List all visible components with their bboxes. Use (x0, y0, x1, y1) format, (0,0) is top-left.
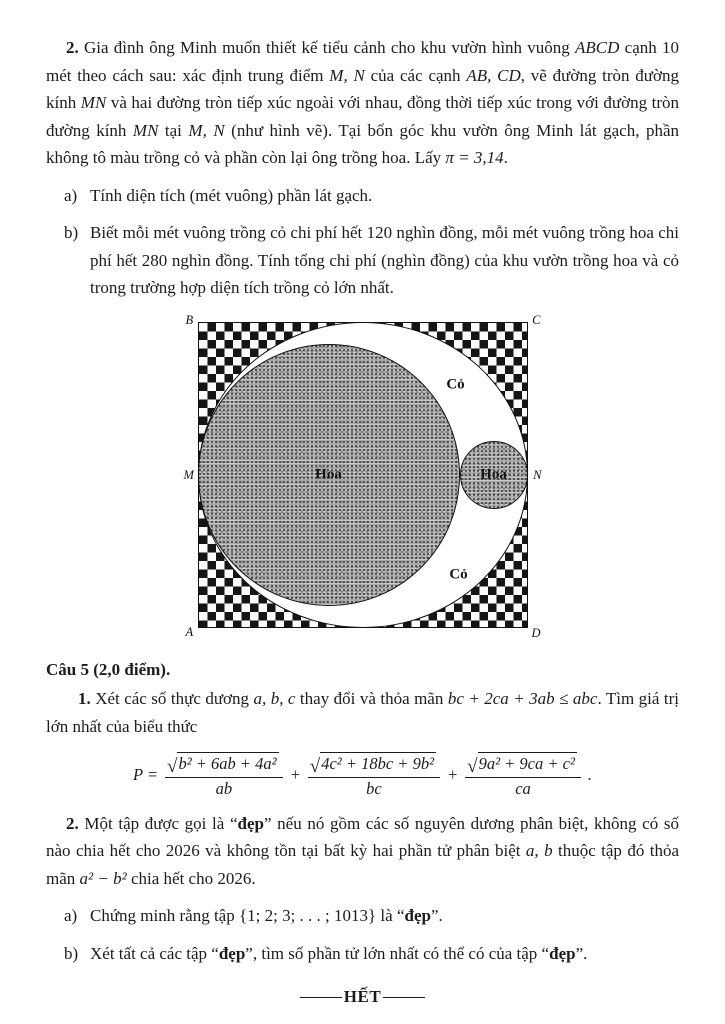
cau5-item-a (64, 902, 679, 930)
fraction-numerator (165, 752, 283, 778)
item-text: Chứng minh rằng tập {1; 2; 3; . . . ; 1013} là “đẹp”. (90, 906, 443, 926)
end-dash-right (383, 997, 425, 998)
flower-label-small: Hoa (480, 466, 507, 483)
formula-fraction-2 (308, 752, 440, 799)
vertex-label-C: C (532, 312, 541, 327)
end-marker (46, 983, 679, 1011)
cau5-item-b (64, 940, 679, 968)
cau5-part1-paragraph: 1. Xét các số thực dương a, b, c thay đổi và thỏa mãn bc + 2ca + 3ab ≤ abc. Tìm giá trị lớn nhất của biểu thức (46, 689, 680, 736)
grass-label-top: Cỏ (446, 376, 465, 393)
fraction-denominator: ab (215, 779, 233, 798)
sqrt-icon: √ (467, 755, 478, 777)
item-text: Xét tất cả các tập “đẹp”, tìm số phần tử lớn nhất có thể có của tập “đẹp”. (90, 943, 588, 963)
formula-fraction-3 (465, 752, 581, 799)
formula-lhs: P = (132, 764, 159, 784)
end-dash-left (300, 997, 342, 998)
problem2-item-b (64, 219, 679, 302)
item-label: a) (64, 185, 78, 205)
fraction-numerator (308, 752, 440, 778)
fraction-denominator: bc (366, 779, 382, 798)
item-label: b) (64, 943, 79, 963)
item-label: a) (64, 906, 78, 926)
item-label: b) (64, 223, 79, 243)
formula-P (46, 752, 679, 799)
midpoint-label-N: N (533, 467, 542, 482)
garden-figure (182, 312, 544, 642)
problem2-paragraph: 2. Gia đình ông Minh muốn thiết kế tiểu cảnh cho khu vườn hình vuông ABCD cạnh 10 mét theo cách sau: xác định trung điểm M, N của các cạnh AB, CD, vẽ đường tròn đường kính MN và hai đường tròn tiếp xúc ngoài với nhau, đồng thời tiếp xúc trong với đường tròn đường kính MN tại M, N (như hình vẽ). Tại bốn góc khu vườn ông Minh lát gạch, phần không tô màu trồng cỏ và phần còn lại ông trồng hoa. Lấy π = 3,14. (46, 38, 680, 168)
plus-operator: + (447, 764, 459, 784)
formula-period: . (587, 764, 593, 784)
end-text: HẾT (343, 987, 382, 1007)
sqrt-icon: √ (167, 755, 178, 777)
cau5-heading: Câu 5 (2,0 điểm). (46, 659, 171, 679)
plus-operator: + (289, 764, 301, 784)
fraction-numerator (465, 752, 581, 778)
item-text: Biết mỗi mét vuông trồng cỏ chi phí hết 120 nghìn đồng, mỗi mét vuông trồng hoa chi phí hết 280 nghìn đồng. Tính tổng chi phí (nghìn đồng) của khu vườn trồng hoa và cỏ trong trường hợp diện tích trồng cỏ lớn nhất. (90, 223, 679, 298)
vertex-label-D: D (531, 626, 541, 641)
vertex-label-B: B (185, 312, 194, 327)
sqrt-icon: √ (309, 755, 321, 777)
tiled-square (198, 322, 528, 628)
radicand: 4c² + 18bc + 9b² (321, 754, 435, 774)
radicand: 9a² + 9ca + c² (478, 754, 575, 774)
midpoint-label-M: M (183, 467, 194, 482)
vertex-label-A: A (185, 625, 194, 640)
item-text: Tính diện tích (mét vuông) phần lát gạch. (90, 185, 373, 205)
grass-label-bottom: Cỏ (449, 566, 468, 583)
radicand: b² + 6ab + 4a² (178, 754, 277, 774)
cau5-part2-paragraph: 2. Một tập được gọi là “đẹp” nếu nó gồm các số nguyên dương phân biệt, không có số nào chia hết cho 2026 và không tồn tại bất kỳ hai phần tử phân biệt a, b thuộc tập đó thỏa mãn a² − b² chia hết cho 2026. (46, 813, 679, 888)
fraction-denominator: ca (515, 779, 531, 798)
problem2-item-a (64, 182, 679, 210)
formula-fraction-1 (165, 752, 283, 799)
flower-label-large: Hoa (315, 466, 342, 483)
